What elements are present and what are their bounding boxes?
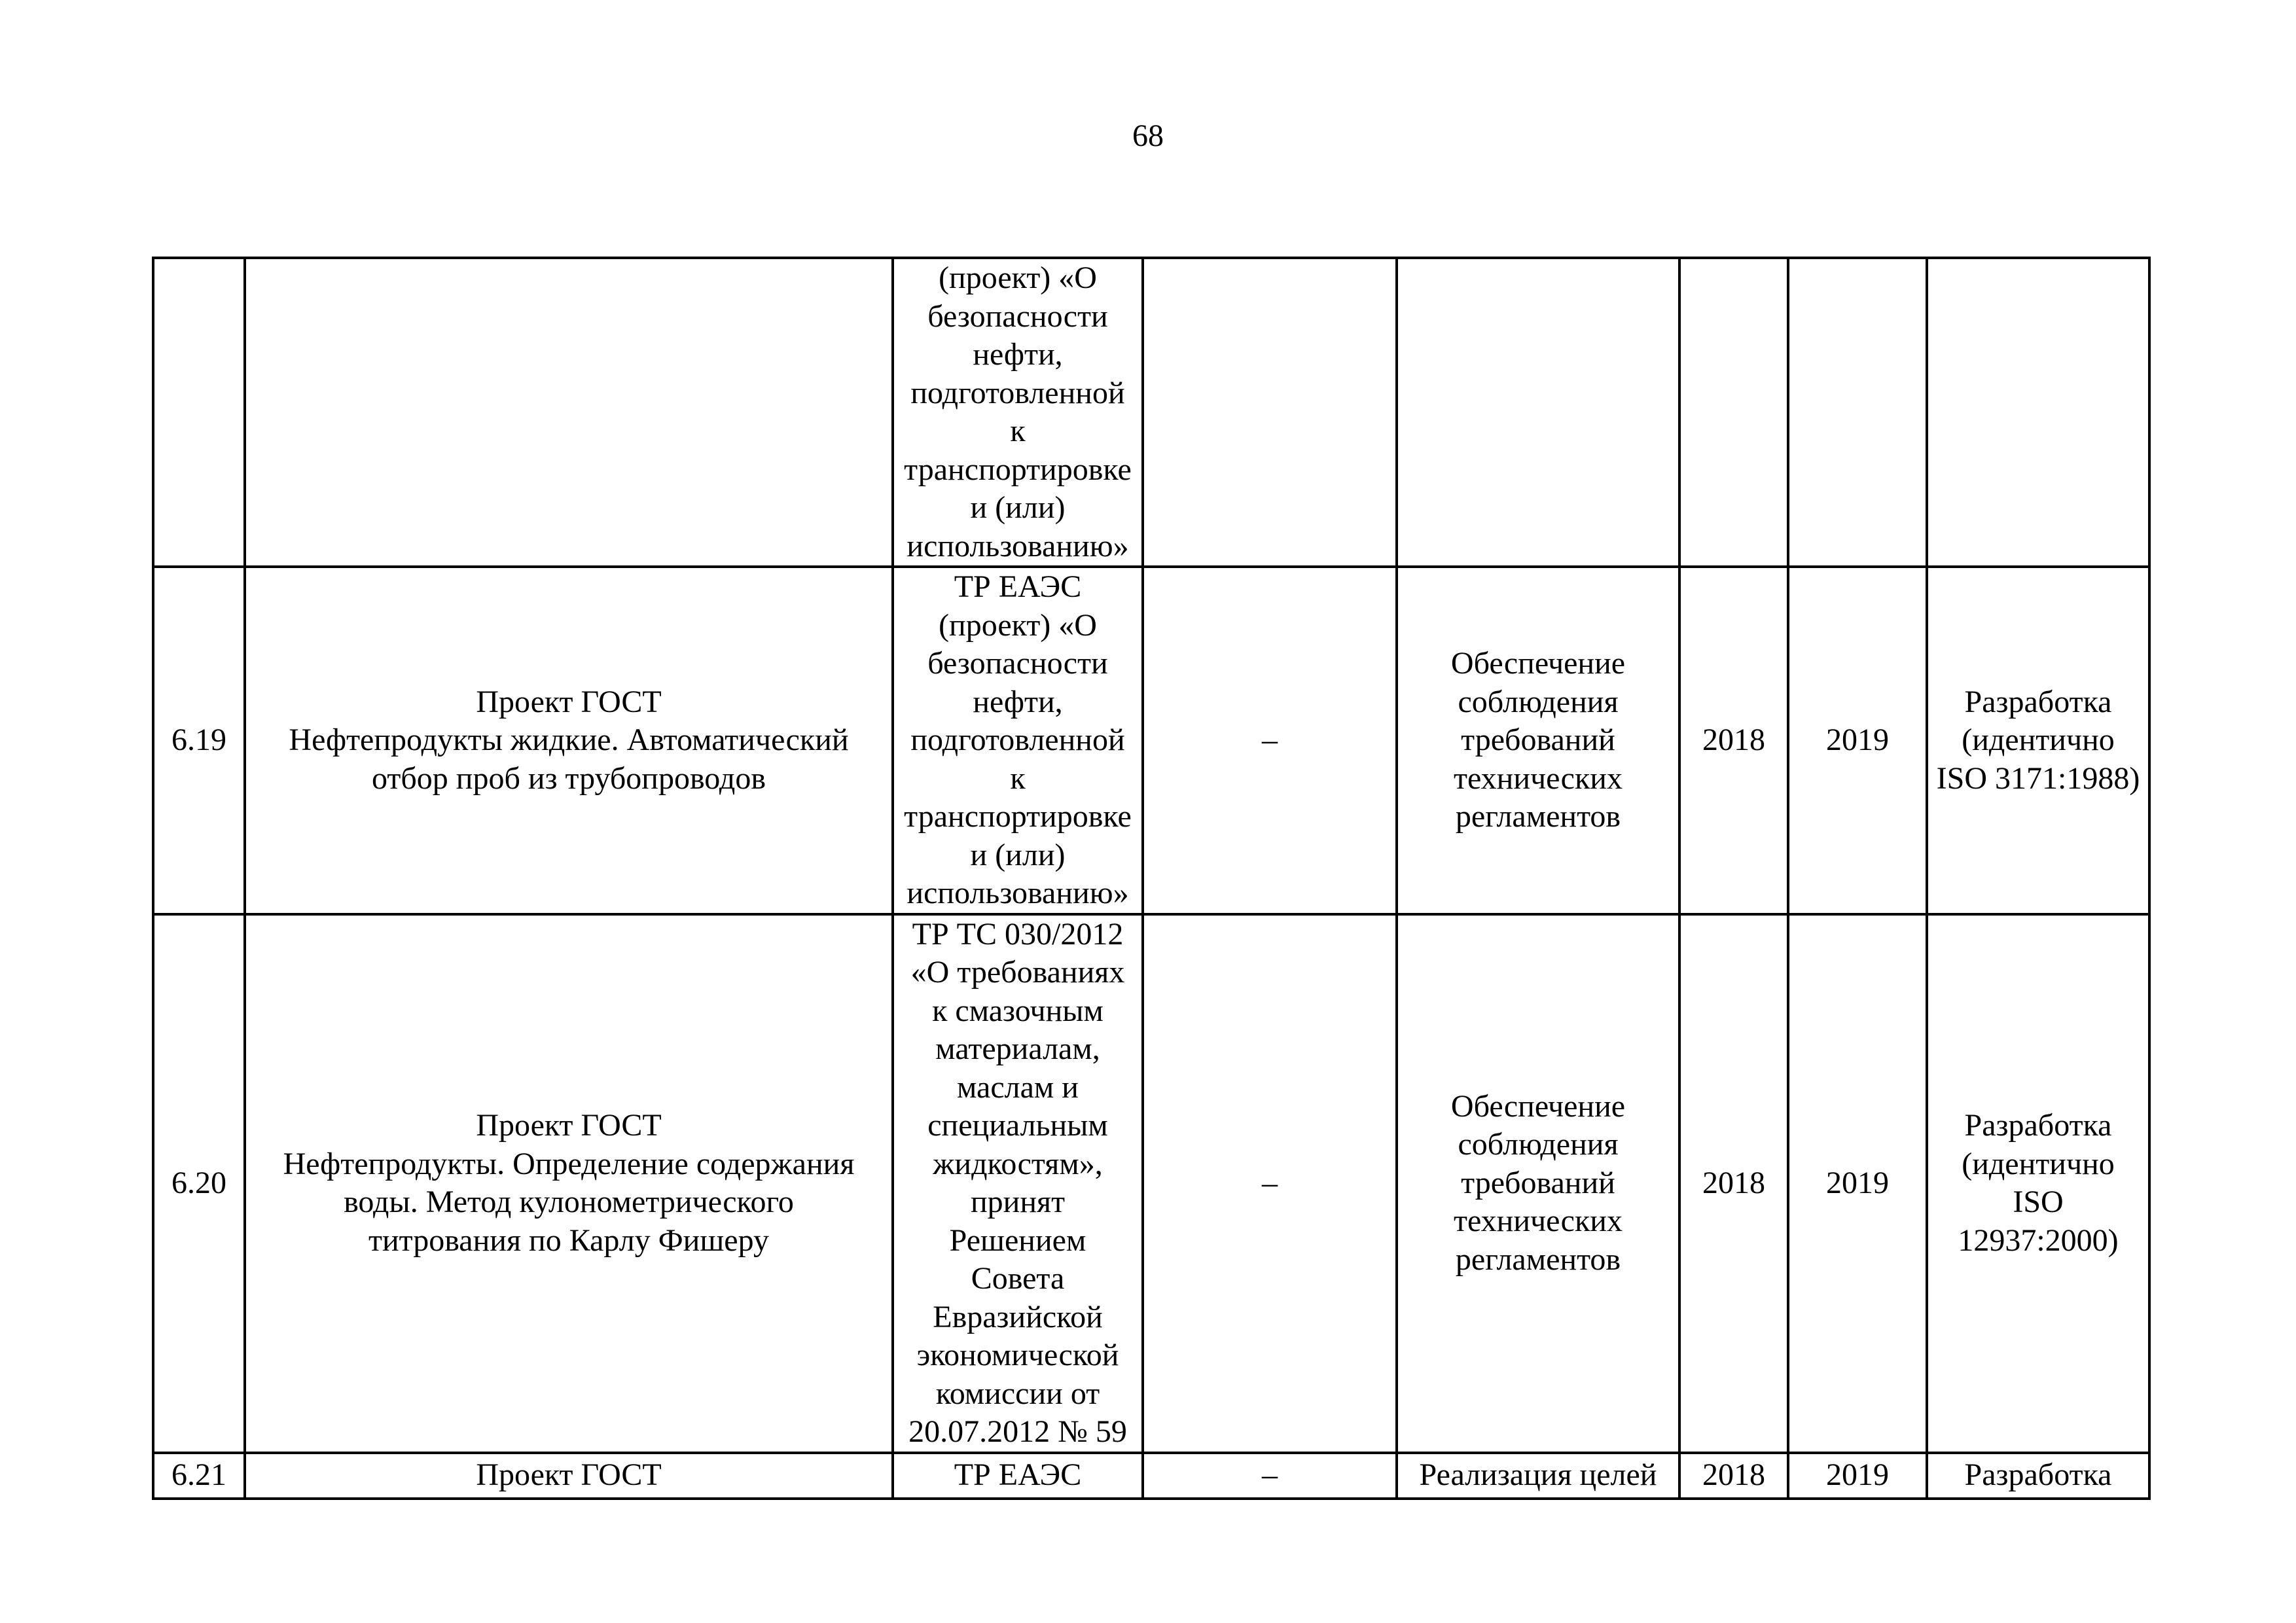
page-number: 68 (1132, 118, 1164, 153)
purpose-cell: Реализация целей (1397, 1453, 1679, 1499)
column-4-cell: – (1143, 1453, 1397, 1499)
item-number-cell: 6.19 (153, 567, 245, 914)
regulation-basis-cell: ТР ЕАЭС (893, 1453, 1143, 1499)
end-year-cell: 2019 (1788, 567, 1927, 914)
work-type-cell: Разработка (1927, 1453, 2149, 1499)
regulation-basis-cell: ТР ТС 030/2012 «О требованиях к смазочным материалам, маслам и специальным жидкостям», принят Решением Совета Евразийской экономической комиссии от 20.07.2012 № 59 (893, 914, 1143, 1453)
work-type-cell: Разработка (идентично ISO 3171:1988) (1927, 567, 2149, 914)
item-number-cell: 6.20 (153, 914, 245, 1453)
column-4-cell: – (1143, 914, 1397, 1453)
table-row (153, 567, 2149, 914)
purpose-cell: Обеспечение соблюдения требований технических регламентов (1397, 567, 1679, 914)
column-4-cell (1143, 258, 1397, 567)
work-type-cell (1927, 258, 2149, 567)
regulation-basis-cell: ТР ЕАЭС (проект) «О безопасности нефти, подготовленной к транспортировке и (или) использованию» (893, 567, 1143, 914)
purpose-cell: Обеспечение соблюдения требований технических регламентов (1397, 914, 1679, 1453)
item-name-cell: Проект ГОСТ Нефтепродукты жидкие. Автоматический отбор проб из трубопроводов (245, 567, 893, 914)
table-row (153, 258, 2149, 567)
item-number-cell (153, 258, 245, 567)
start-year-cell (1679, 258, 1788, 567)
start-year-cell: 2018 (1679, 914, 1788, 1453)
table-row (153, 1453, 2149, 1499)
table-row (153, 914, 2149, 1453)
regulation-basis-cell: (проект) «О безопасности нефти, подготовленной к транспортировке и (или) использованию» (893, 258, 1143, 567)
item-name-cell (245, 258, 893, 567)
end-year-cell: 2019 (1788, 1453, 1927, 1499)
standards-plan-table (152, 257, 2151, 1500)
end-year-cell (1788, 258, 1927, 567)
start-year-cell: 2018 (1679, 1453, 1788, 1499)
end-year-cell: 2019 (1788, 914, 1927, 1453)
item-number-cell: 6.21 (153, 1453, 245, 1499)
item-name-cell: Проект ГОСТ Нефтепродукты. Определение содержания воды. Метод кулонометрического титрования по Карлу Фишеру (245, 914, 893, 1453)
column-4-cell: – (1143, 567, 1397, 914)
item-name-cell: Проект ГОСТ (245, 1453, 893, 1499)
work-type-cell: Разработка (идентично ISO 12937:2000) (1927, 914, 2149, 1453)
start-year-cell: 2018 (1679, 567, 1788, 914)
purpose-cell (1397, 258, 1679, 567)
